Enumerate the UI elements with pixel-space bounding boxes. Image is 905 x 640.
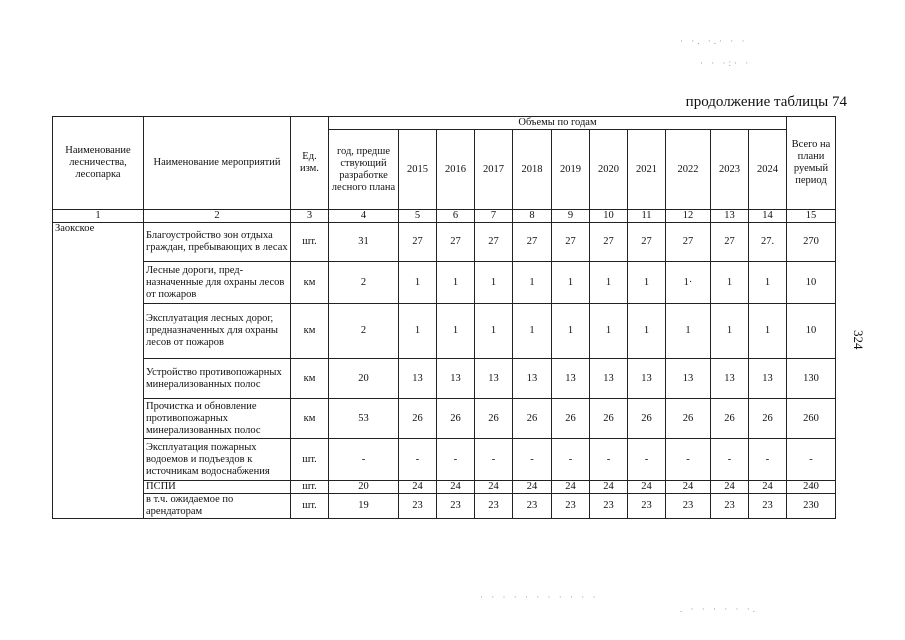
activity-name: Эксплуатация пожарных водоемов и подъездов к источникам водоснабжения [144, 439, 291, 481]
year-value: 23 [437, 494, 475, 519]
table-row [53, 262, 836, 304]
year-value: 1 [399, 262, 437, 304]
header-total: Всего на плани руемый период [787, 117, 836, 210]
year-value: 23 [552, 494, 590, 519]
column-number: 11 [628, 210, 666, 223]
table-row [53, 359, 836, 399]
prev-year-value: 20 [329, 481, 399, 494]
year-value: 23 [399, 494, 437, 519]
year-value: 26 [666, 399, 711, 439]
year-value: 23 [628, 494, 666, 519]
total-value: 130 [787, 359, 836, 399]
year-value: 26 [437, 399, 475, 439]
prev-year-value: 19 [329, 494, 399, 519]
column-number: 13 [711, 210, 749, 223]
total-value: 270 [787, 223, 836, 262]
year-value: 27 [666, 223, 711, 262]
year-value: 27 [475, 223, 513, 262]
year-value: 24 [666, 481, 711, 494]
activity-name: Лесные дороги, пред-назначенные для охраны лесов от пожаров [144, 262, 291, 304]
year-value: 24 [552, 481, 590, 494]
total-value: 230 [787, 494, 836, 519]
table-row [53, 304, 836, 359]
forestry-name: Заокское [53, 223, 144, 519]
year-value: 1 [475, 304, 513, 359]
column-number: 2 [144, 210, 291, 223]
unit-cell: шт. [291, 481, 329, 494]
year-value: 1 [513, 262, 552, 304]
year-value: 26 [590, 399, 628, 439]
column-number: 4 [329, 210, 399, 223]
year-value: - [399, 439, 437, 481]
scan-noise: · ·. ·.· · · [680, 36, 748, 46]
total-value: 240 [787, 481, 836, 494]
column-number: 6 [437, 210, 475, 223]
unit-cell: шт. [291, 439, 329, 481]
year-value: 23 [475, 494, 513, 519]
table-row [53, 481, 836, 494]
column-number: 7 [475, 210, 513, 223]
year-value: 1 [437, 262, 475, 304]
year-value: 13 [437, 359, 475, 399]
column-number: 14 [749, 210, 787, 223]
year-value: 23 [711, 494, 749, 519]
data-table [52, 116, 836, 519]
year-value: 27. [749, 223, 787, 262]
year-value: - [475, 439, 513, 481]
prev-year-value: 53 [329, 399, 399, 439]
year-value: 13 [513, 359, 552, 399]
table-row [53, 399, 836, 439]
column-number: 5 [399, 210, 437, 223]
header-year: 2018 [513, 130, 552, 210]
total-value: 260 [787, 399, 836, 439]
year-value: 24 [711, 481, 749, 494]
column-number: 8 [513, 210, 552, 223]
year-value: 24 [437, 481, 475, 494]
year-value: - [437, 439, 475, 481]
column-number: 1 [53, 210, 144, 223]
activity-name: Прочистка и обновление противопожарных минерализованных полос [144, 399, 291, 439]
prev-year-value: 31 [329, 223, 399, 262]
year-value: 1· [666, 262, 711, 304]
year-value: 1 [711, 304, 749, 359]
unit-cell: шт. [291, 494, 329, 519]
year-value: 1 [475, 262, 513, 304]
column-number: 9 [552, 210, 590, 223]
year-value: 1 [552, 304, 590, 359]
header-year: 2022 [666, 130, 711, 210]
year-value: - [749, 439, 787, 481]
year-value: - [552, 439, 590, 481]
column-number: 10 [590, 210, 628, 223]
unit-cell: км [291, 359, 329, 399]
header-year: 2023 [711, 130, 749, 210]
prev-year-value: - [329, 439, 399, 481]
year-value: 24 [749, 481, 787, 494]
header-year: 2015 [399, 130, 437, 210]
total-value: - [787, 439, 836, 481]
unit-cell: шт. [291, 223, 329, 262]
year-value: 1 [749, 262, 787, 304]
prev-year-value: 2 [329, 262, 399, 304]
year-value: 13 [590, 359, 628, 399]
year-value: 1 [749, 304, 787, 359]
year-value: 24 [628, 481, 666, 494]
activity-name: ПСПИ [144, 481, 291, 494]
year-value: 26 [628, 399, 666, 439]
year-value: - [628, 439, 666, 481]
year-value: 13 [711, 359, 749, 399]
year-value: 1 [513, 304, 552, 359]
year-value: 1 [628, 262, 666, 304]
prev-year-value: 2 [329, 304, 399, 359]
year-value: 1 [666, 304, 711, 359]
year-value: - [590, 439, 628, 481]
column-number: 15 [787, 210, 836, 223]
year-value: 1 [711, 262, 749, 304]
year-value: 13 [666, 359, 711, 399]
year-value: 23 [513, 494, 552, 519]
unit-cell: км [291, 399, 329, 439]
scan-noise: . · · · · · ·. [680, 604, 758, 614]
page-number: 324 [851, 330, 866, 350]
table-row [53, 223, 836, 262]
header-year: 2016 [437, 130, 475, 210]
activity-name: Устройство противопожарных минерализованных полос [144, 359, 291, 399]
year-value: 24 [513, 481, 552, 494]
year-value: 27 [437, 223, 475, 262]
unit-cell: км [291, 304, 329, 359]
header-unit: Ед. изм. [291, 117, 329, 210]
year-value: 26 [552, 399, 590, 439]
year-value: 27 [513, 223, 552, 262]
header-year: 2024 [749, 130, 787, 210]
total-value: 10 [787, 262, 836, 304]
year-value: 13 [628, 359, 666, 399]
year-value: 1 [590, 262, 628, 304]
year-value: 26 [475, 399, 513, 439]
year-value: 26 [711, 399, 749, 439]
header-year: 2017 [475, 130, 513, 210]
year-value: 13 [552, 359, 590, 399]
header-forestry: Наименование лесничества, лесопарка [53, 117, 144, 210]
scan-noise: · · · · · · · · · · · [480, 592, 599, 602]
year-value: 23 [590, 494, 628, 519]
year-value: - [711, 439, 749, 481]
prev-year-value: 20 [329, 359, 399, 399]
header-volumes-by-year: Объемы по годам [329, 117, 787, 130]
year-value: 1 [628, 304, 666, 359]
year-value: 1 [552, 262, 590, 304]
year-value: 26 [749, 399, 787, 439]
header-year: 2019 [552, 130, 590, 210]
year-value: 24 [475, 481, 513, 494]
activity-name: Благоустройство зон отдыха граждан, пребывающих в лесах [144, 223, 291, 262]
total-value: 10 [787, 304, 836, 359]
year-value: 13 [475, 359, 513, 399]
year-value: 23 [749, 494, 787, 519]
year-value: - [666, 439, 711, 481]
year-value: 24 [399, 481, 437, 494]
year-value: - [513, 439, 552, 481]
year-value: 1 [590, 304, 628, 359]
header-year: 2020 [590, 130, 628, 210]
scan-noise: · · ·:· · [700, 58, 752, 68]
year-value: 27 [628, 223, 666, 262]
header-prev-year: год, предше ствующий разработке лесного плана [329, 130, 399, 210]
year-value: 26 [513, 399, 552, 439]
year-value: 27 [590, 223, 628, 262]
activity-name: в т.ч. ожидаемое по арендаторам [144, 494, 291, 519]
year-value: 13 [749, 359, 787, 399]
column-number: 12 [666, 210, 711, 223]
year-value: 1 [399, 304, 437, 359]
year-value: 27 [711, 223, 749, 262]
year-value: 24 [590, 481, 628, 494]
year-value: 23 [666, 494, 711, 519]
table-row [53, 439, 836, 481]
table-caption: продолжение таблицы 74 [685, 94, 847, 110]
header-activity: Наименование мероприятий [144, 117, 291, 210]
unit-cell: км [291, 262, 329, 304]
year-value: 13 [399, 359, 437, 399]
table-row [53, 494, 836, 519]
year-value: 27 [399, 223, 437, 262]
year-value: 26 [399, 399, 437, 439]
column-number: 3 [291, 210, 329, 223]
year-value: 1 [437, 304, 475, 359]
activity-name: Эксплуатация лесных дорог, предназначенных для охраны лесов от пожаров [144, 304, 291, 359]
year-value: 27 [552, 223, 590, 262]
header-year: 2021 [628, 130, 666, 210]
